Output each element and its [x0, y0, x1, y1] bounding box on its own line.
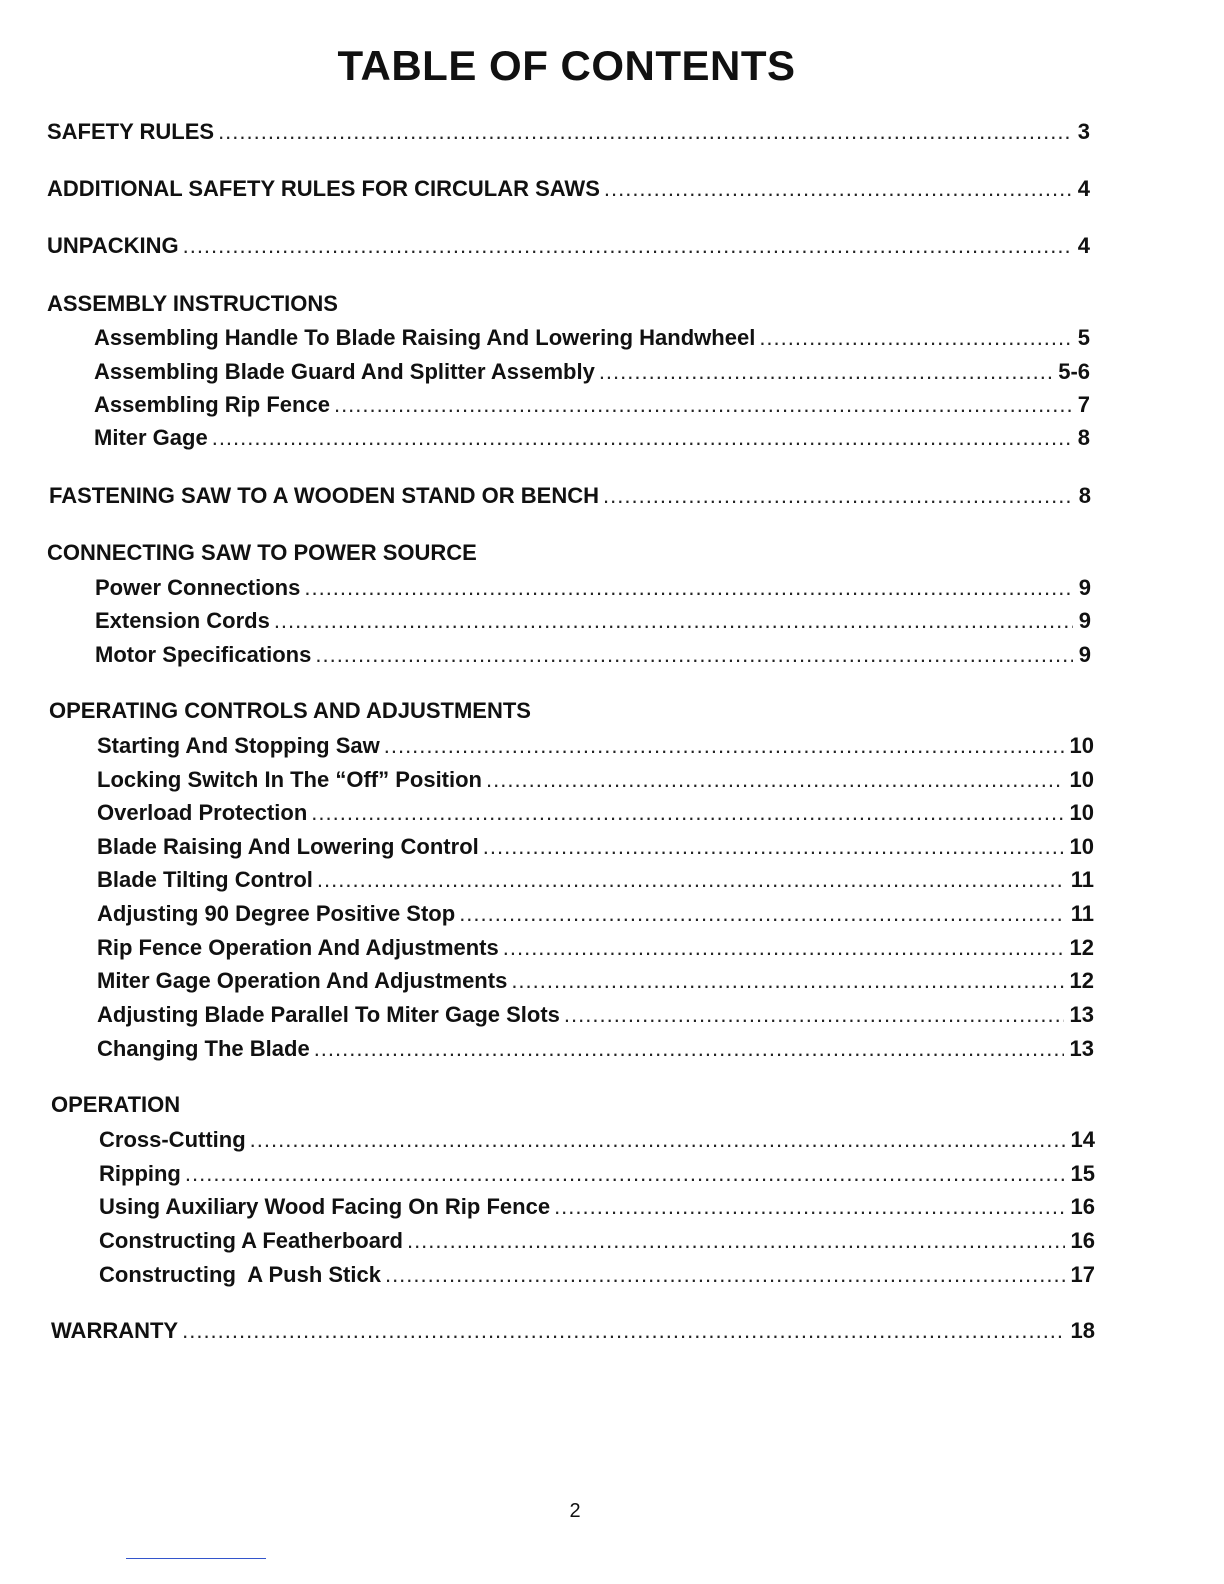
dot-leader [250, 1126, 1065, 1154]
section-heading-connecting: CONNECTING SAW TO POWER SOURCE [47, 540, 477, 565]
toc-entry-label: Changing The Blade [97, 1036, 310, 1061]
toc-entry[interactable] [97, 930, 1094, 962]
dot-leader [759, 324, 1071, 352]
dot-leader [315, 641, 1072, 669]
page-number: 2 [569, 1500, 581, 1522]
toc-entry-page: 14 [1070, 1127, 1095, 1152]
toc-entry[interactable] [94, 387, 1090, 419]
dot-leader [385, 1261, 1065, 1289]
toc-entry-label: Adjusting Blade Parallel To Miter Gage Slots [97, 1002, 560, 1027]
toc-entry[interactable] [99, 1223, 1095, 1255]
toc-entry[interactable] [97, 862, 1094, 894]
toc-entry-page: 8 [1078, 483, 1091, 508]
dot-leader [603, 482, 1073, 510]
toc-entry-label: Rip Fence Operation And Adjustments [97, 935, 499, 960]
toc-entry-label: Motor Specifications [95, 642, 312, 667]
toc-entry-page: 4 [1077, 176, 1090, 201]
divider [126, 1558, 266, 1559]
dot-leader [304, 574, 1072, 602]
dot-leader [503, 934, 1064, 962]
toc-entry[interactable] [97, 997, 1094, 1029]
toc-entry-label: Ripping [99, 1161, 181, 1186]
dot-leader [311, 799, 1063, 827]
toc-entry-additional-safety-rules[interactable] [47, 171, 1090, 203]
toc-entry-page: 11 [1070, 901, 1094, 926]
toc-entry-page: 4 [1077, 233, 1090, 258]
dot-leader [185, 1160, 1065, 1188]
toc-entry[interactable] [97, 762, 1094, 794]
dot-leader [384, 732, 1064, 760]
dot-leader [511, 967, 1063, 995]
toc-entry-page: 12 [1069, 968, 1094, 993]
toc-entry-label: Adjusting 90 Degree Positive Stop [97, 901, 456, 926]
toc-entry[interactable] [97, 795, 1094, 827]
toc-entry[interactable] [99, 1156, 1095, 1188]
toc-entry-label: WARRANTY [51, 1318, 179, 1343]
toc-entry-fastening[interactable] [49, 478, 1091, 510]
section-heading-operation: OPERATION [51, 1092, 181, 1117]
toc-entry[interactable] [94, 420, 1090, 452]
toc-entry-page: 12 [1069, 935, 1094, 960]
toc-entry-label: Extension Cords [95, 608, 270, 633]
toc-entry-label: Assembling Blade Guard And Splitter Assembly [94, 359, 595, 384]
dot-leader [483, 833, 1064, 861]
dot-leader [183, 232, 1072, 260]
toc-entry-page: 3 [1077, 119, 1090, 144]
toc-entry[interactable] [95, 603, 1091, 635]
toc-entry[interactable] [99, 1122, 1095, 1154]
toc-entry-page: 10 [1069, 767, 1094, 792]
toc-entry[interactable] [97, 963, 1094, 995]
dot-leader [564, 1001, 1064, 1029]
toc-entry[interactable] [97, 829, 1094, 861]
toc-entry-page: 9 [1078, 575, 1091, 600]
dot-leader [274, 607, 1073, 635]
dot-leader [554, 1193, 1064, 1221]
toc-entry-page: 11 [1070, 867, 1094, 892]
dot-leader [212, 424, 1072, 452]
toc-entry[interactable] [95, 637, 1091, 669]
dot-leader [314, 1035, 1064, 1063]
toc-entry-label: Starting And Stopping Saw [97, 733, 380, 758]
toc-entry-page: 10 [1069, 733, 1094, 758]
toc-entry-label: Locking Switch In The “Off” Position [97, 767, 482, 792]
dot-leader [334, 391, 1072, 419]
dot-leader [317, 866, 1065, 894]
toc-entry-label: Cross-Cutting [99, 1127, 246, 1152]
toc-entry[interactable] [97, 1031, 1094, 1063]
toc-entry-label: FASTENING SAW TO A WOODEN STAND OR BENCH [49, 483, 600, 508]
toc-entry[interactable] [97, 896, 1094, 928]
dot-leader [182, 1317, 1064, 1345]
section-heading-operating-controls: OPERATING CONTROLS AND ADJUSTMENTS [49, 698, 531, 723]
page-title: TABLE OF CONTENTS [337, 42, 796, 89]
toc-entry-page: 15 [1070, 1161, 1095, 1186]
toc-entry-page: 7 [1077, 392, 1090, 417]
toc-entry-page: 9 [1078, 642, 1091, 667]
toc-entry-label: Blade Raising And Lowering Control [97, 834, 479, 859]
dot-leader [407, 1227, 1065, 1255]
toc-entry-page: 9 [1078, 608, 1091, 633]
dot-leader [599, 358, 1052, 386]
toc-entry-label: SAFETY RULES [47, 119, 215, 144]
toc-entry[interactable] [97, 728, 1094, 760]
toc-entry-page: 13 [1069, 1036, 1094, 1061]
toc-entry-label: Assembling Handle To Blade Raising And Lowering Handwheel [94, 325, 756, 350]
toc-entry-page: 8 [1077, 425, 1090, 450]
toc-entry-page: 10 [1069, 800, 1094, 825]
toc-entry[interactable] [95, 570, 1091, 602]
toc-entry-label: Constructing A Push Stick [99, 1262, 381, 1287]
toc-entry-unpacking[interactable] [47, 228, 1090, 260]
toc-entry-label: ADDITIONAL SAFETY RULES FOR CIRCULAR SAWS [47, 176, 600, 201]
toc-entry-label: Assembling Rip Fence [94, 392, 330, 417]
toc-entry-label: Miter Gage Operation And Adjustments [97, 968, 508, 993]
toc-entry-page: 16 [1070, 1228, 1095, 1253]
toc-entry-label: Miter Gage [94, 425, 208, 450]
dot-leader [218, 118, 1072, 146]
toc-entry-warranty[interactable] [51, 1313, 1095, 1345]
toc-entry-label: Using Auxiliary Wood Facing On Rip Fence [99, 1194, 551, 1219]
toc-entry[interactable] [99, 1257, 1095, 1289]
toc-entry-page: 18 [1070, 1318, 1095, 1343]
toc-entry[interactable] [94, 320, 1090, 352]
toc-entry-page: 10 [1069, 834, 1094, 859]
toc-entry-page: 17 [1070, 1262, 1095, 1287]
toc-entry-label: Overload Protection [97, 800, 308, 825]
toc-entry[interactable] [99, 1189, 1095, 1221]
toc-entry-label: Blade Tilting Control [97, 867, 313, 892]
toc-entry-label: UNPACKING [47, 233, 179, 258]
toc-entry-safety-rules[interactable] [47, 114, 1090, 146]
toc-entry[interactable] [94, 354, 1090, 386]
dot-leader [459, 900, 1065, 928]
dot-leader [486, 766, 1064, 794]
section-heading-assembly: ASSEMBLY INSTRUCTIONS [47, 291, 338, 316]
toc-entry-page: 13 [1069, 1002, 1094, 1027]
toc-entry-page: 5-6 [1058, 359, 1090, 384]
toc-entry-label: Power Connections [95, 575, 301, 600]
toc-entry-page: 16 [1070, 1194, 1095, 1219]
toc-entry-page: 5 [1077, 325, 1090, 350]
toc-entry-label: Constructing A Featherboard [99, 1228, 403, 1253]
dot-leader [604, 175, 1072, 203]
